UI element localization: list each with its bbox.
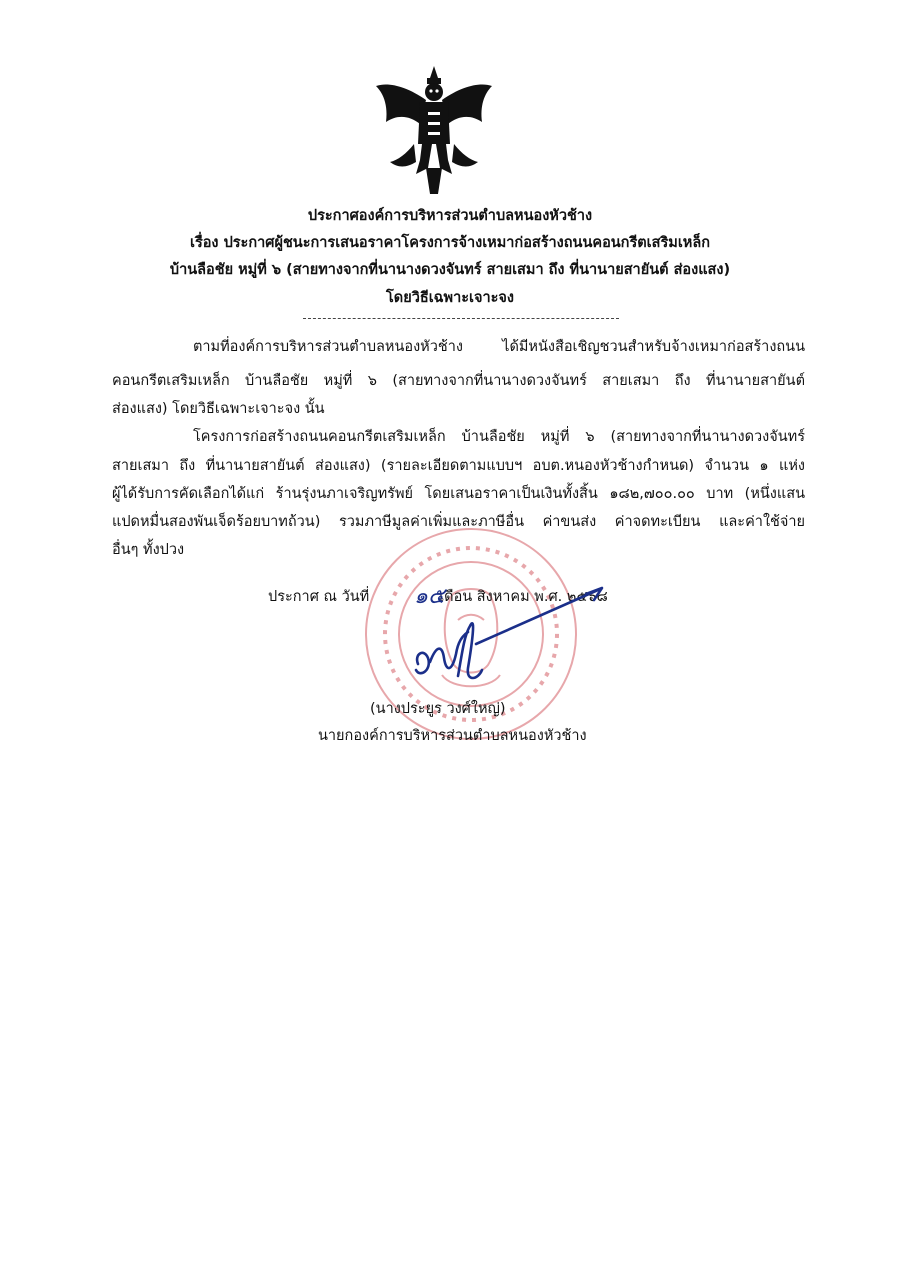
signature-icon xyxy=(398,584,618,694)
paragraph-2-line-2: สายเสมา ถึง ที่นานายสายันต์ ส่องแสง) (รายละเอียดตามแบบฯ อบต.หนองหัวช้างกำหนด) จำนวน ๑ แห่ง xyxy=(112,458,805,474)
paragraph-2-line-5: อื่นๆ ทั้งปวง xyxy=(112,542,185,558)
announcement-title: ประกาศองค์การบริหารส่วนตำบลหนองหัวช้าง xyxy=(307,208,593,224)
announcement-subject-continued: บ้านลือชัย หมู่ที่ ๖ (สายทางจากที่นานางดวงจันทร์ สายเสมา ถึง ที่นานายสายันต์ ส่องแสง) xyxy=(169,262,731,278)
paragraph-2-line-3: ผู้ได้รับการคัดเลือกได้แก่ ร้านรุ่งนภาเจริญทรัพย์ โดยเสนอราคาเป็นเงินทั้งสิ้น ๑๘๒,๗๐๐.๐๐ บาท (หนึ่งแสน xyxy=(112,486,805,502)
paragraph-1-line-2: คอนกรีตเสริมเหล็ก บ้านลือชัย หมู่ที่ ๖ (สายทางจากที่นานางดวงจันทร์ สายเสมา ถึง ที่นานายสายันต์ xyxy=(112,373,805,389)
announce-month-year: เดือน สิงหาคม พ.ศ. ๒๕๖๘ xyxy=(439,589,608,605)
handwritten-day: ๑๕ xyxy=(414,584,445,609)
paragraph-1-line-1: ตามที่องค์การบริหารส่วนตำบลหนองหัวช้าง ได้มีหนังสือเชิญชวนสำหรับจ้างเหมาก่อสร้างถนน xyxy=(193,339,805,355)
announcement-subject: เรื่อง ประกาศผู้ชนะการเสนอราคาโครงการจ้างเหมาก่อสร้างถนนคอนกรีตเสริมเหล็ก xyxy=(189,235,711,251)
paragraph-2-line-4: แปดหมื่นสองพันเจ็ดร้อยบาทถ้วน) รวมภาษีมูลค่าเพิ่มและภาษีอื่น ค่าขนส่ง ค่าจดทะเบียน และค่าใช้จ่าย xyxy=(112,514,805,530)
garuda-emblem-icon xyxy=(376,64,492,196)
signer-position: นายกองค์การบริหารส่วนตำบลหนองหัวช้าง xyxy=(318,728,587,744)
signer-name: (นางประยูร วงศ์ใหญ่) xyxy=(370,701,506,717)
procurement-method: โดยวิธีเฉพาะเจาะจง xyxy=(386,290,514,306)
paragraph-2-line-1: โครงการก่อสร้างถนนคอนกรีตเสริมเหล็ก บ้านลือชัย หมู่ที่ ๖ (สายทางจากที่นานางดวงจันทร์ xyxy=(193,429,805,445)
paragraph-1-line-3: ส่องแสง) โดยวิธีเฉพาะเจาะจง นั้น xyxy=(112,401,325,417)
heading-divider xyxy=(303,318,619,319)
announce-prefix: ประกาศ ณ วันที่ xyxy=(268,589,370,605)
